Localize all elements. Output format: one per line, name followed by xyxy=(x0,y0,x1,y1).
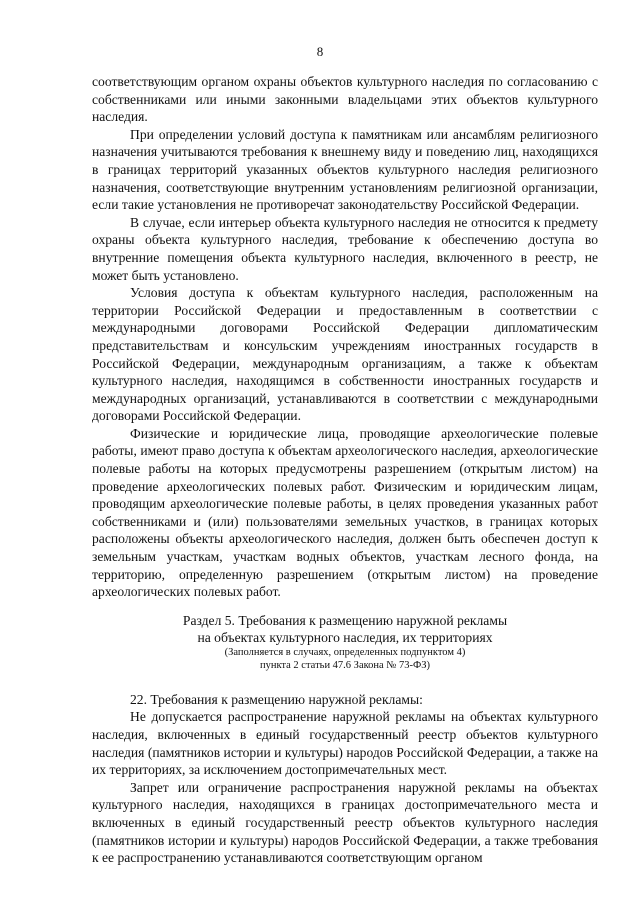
section-spacer xyxy=(92,672,598,691)
paragraph-item-22: 22. Требования к размещению наружной рекламы: xyxy=(130,691,423,707)
paragraph-advertising-restriction: Запрет или ограничение распространения наружной рекламы на объектах культурного наследия, находящихся в границах достопримечательного места и включенных в единый государственный реестр объектов культурного наследия (памятников истории и культуры) народов Российской Федерации, а также требования к ее распространению устанавливаются соответствующим органом xyxy=(92,779,598,866)
section-note-line-2: пункта 2 статьи 47.6 Закона № 73-ФЗ) xyxy=(259,659,431,671)
paragraph-continuation: соответствующим органом охраны объектов культурного наследия по согласованию с собственниками или иными законными владельцами этих объектов культурного наследия. xyxy=(92,74,598,125)
document-body xyxy=(92,73,598,867)
section-title-line-1: Раздел 5. Требования к размещению наружной рекламы xyxy=(182,612,508,628)
paragraph-religious-access: При определении условий доступа к памятникам или ансамблям религиозного назначения учитываются требования к внешнему виду и поведению лиц, находящихся в границах территорий указанных объектов культурного наследия религиозного назначения, соответствующие внутренним установлениям религиозной организации, если такие установления не противоречат законодательству Российской Федерации. xyxy=(92,126,598,213)
paragraph-diplomatic-access: Условия доступа к объектам культурного наследия, расположенным на территории Российской Федерации и предоставленным в соответствии с международными договорами Российской Федерации дипломатическим представительствам и консульским учреждениям иностранных государств в Российской Федерации, международным организациям, а также к объектам культурного наследия, находящимся в собственности иностранных государств и международных организаций, устанавливаются в соответствии с международными договорами Российской Федерации. xyxy=(92,285,598,424)
page-number: 8 xyxy=(316,44,324,59)
paragraph-advertising-ban: Не допускается распространение наружной рекламы на объектах культурного наследия, включенных в единый государственный реестр объектов культурного наследия (памятников истории и культуры) народов Российской Федерации, а также на их территориях, за исключением достопримечательных мест. xyxy=(92,709,598,778)
section-note-line-1: (Заполняется в случаях, определенных подпунктом 4) xyxy=(224,646,466,658)
section-title-line-2: на объектах культурного наследия, их территориях xyxy=(197,629,493,645)
paragraph-archaeological-access: Физические и юридические лица, проводящие археологические полевые работы, имеют право доступа к объектам археологического наследия, археологические полевые работы на которых предусмотрены разрешением (открытым листом) на проведение археологических полевых работ. Физическим и юридическим лицам, проводящим археологические полевые работы, в целях проведения указанных работ собственниками и (или) пользователями земельных участков, в границах которых расположены объекты археологического наследия, должен быть обеспечен доступ к земельным участкам, участкам водных объектов, участкам лесного фонда, на территорию, определенную разрешением (открытым листом) на проведение археологических полевых работ. xyxy=(92,425,598,600)
section-heading-block xyxy=(92,612,598,672)
paragraph-interior-access: В случае, если интерьер объекта культурного наследия не относится к предмету охраны объекта культурного наследия, требование к обеспечению доступа во внутренние помещения объекта культурного наследия, включенного в реестр, не может быть установлено. xyxy=(92,214,598,283)
